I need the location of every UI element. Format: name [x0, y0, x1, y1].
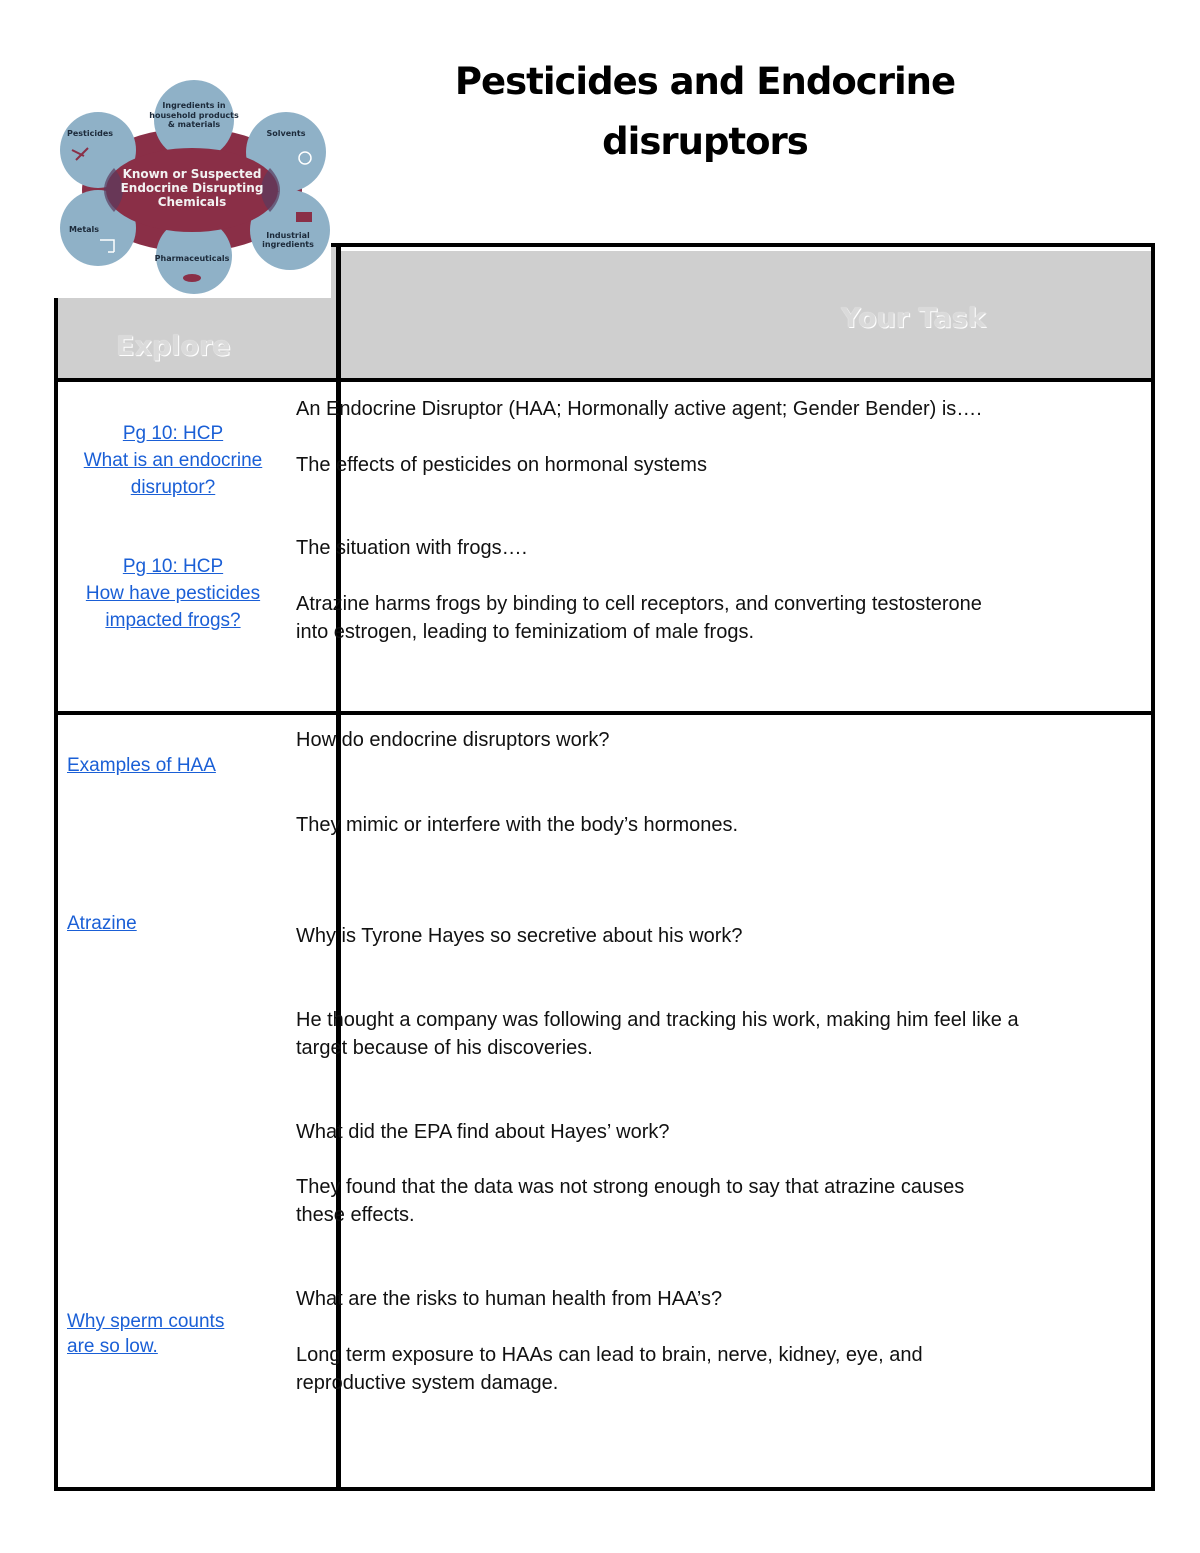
worksheet-table [54, 243, 1155, 1491]
link-frogs-line-1[interactable]: Pg 10: HCP [122, 556, 224, 577]
link-sperm-counts[interactable] [67, 1308, 224, 1360]
petal-top-label-1: Ingredients in [162, 101, 226, 110]
link-endocrine-line-2[interactable]: What is an endocrine [83, 450, 263, 471]
petal-top-label-3: & materials [167, 120, 221, 129]
header-explore: Explore [116, 331, 231, 362]
row1-q1: An Endocrine Disruptor (HAA; Hormonally active agent; Gender Bender) is…. [296, 398, 982, 420]
row1-a3-line-1: Atrazine harms frogs by binding to cell receptors, and converting testosterone [296, 593, 982, 615]
petal-solvents-label: Solvents [266, 129, 306, 138]
factory-icon [296, 212, 312, 222]
row2-a3 [296, 1173, 1156, 1229]
petal-metals-label: Metals [68, 225, 100, 234]
row2-q3: What did the EPA find about Hayes’ work? [296, 1121, 670, 1143]
diagram-svg [54, 78, 331, 298]
row2-a4-line-2: reproductive system damage. [296, 1372, 559, 1394]
link-frogs-line-2[interactable]: How have pesticides [85, 583, 261, 604]
title-line-2: disruptors [602, 120, 808, 163]
row2-q2: Why is Tyrone Hayes so secretive about his work? [296, 925, 743, 947]
petal-industrial-label-2: ingredients [262, 240, 314, 249]
row2-q4: What are the risks to human health from HAA’s? [296, 1288, 723, 1310]
row2-a3-line-1: They found that the data was not strong enough to say that atrazine causes [296, 1176, 965, 1198]
center-label-1: Known or Suspected [122, 167, 262, 181]
petal-pesticides-label: Pesticides [66, 129, 114, 138]
link-frogs-line-3[interactable]: impacted frogs? [105, 610, 241, 631]
link-endocrine-line-1[interactable]: Pg 10: HCP [122, 423, 224, 444]
row2-a2-line-1: He thought a company was following and tracking his work, making him feel like a [296, 1009, 1019, 1031]
row1-q3: The situation with frogs…. [296, 537, 528, 559]
row-divider-1 [58, 378, 1151, 382]
row1-q2: The effects of pesticides on hormonal systems [296, 454, 707, 476]
link-atrazine[interactable]: Atrazine [67, 913, 137, 934]
pill-icon [183, 274, 201, 282]
link-sperm-line-1[interactable]: Why sperm counts [67, 1311, 225, 1332]
endocrine-disruptor-diagram [54, 78, 331, 298]
row-divider-2 [58, 711, 1151, 715]
row2-a2 [296, 1006, 1156, 1062]
center-label-2: Endocrine Disrupting [120, 181, 264, 195]
link-sperm-line-2[interactable]: are so low. [67, 1336, 158, 1357]
link-endocrine-disruptor[interactable] [58, 420, 288, 501]
header-your-task: Your Task [841, 303, 986, 334]
row2-q1: How do endocrine disruptors work? [296, 729, 610, 751]
row2-a4 [296, 1341, 1156, 1397]
link-pesticides-frogs[interactable] [58, 553, 288, 634]
petal-industrial-label-1: Industrial [266, 231, 310, 240]
page-title [420, 52, 990, 172]
row2-a1: They mimic or interfere with the body’s hormones. [296, 814, 739, 836]
header-task-cell [341, 251, 1151, 378]
link-endocrine-line-3[interactable]: disruptor? [130, 477, 216, 498]
row2-a4-line-1: Long term exposure to HAAs can lead to brain, nerve, kidney, eye, and [296, 1344, 923, 1366]
petal-pharma-label: Pharmaceuticals [154, 254, 230, 263]
row1-a3-line-2: into estrogen, leading to feminizatiom of male frogs. [296, 621, 755, 643]
petal-top-label-2: household products [149, 111, 239, 120]
row1-a3 [296, 590, 1156, 646]
row2-a2-line-2: target because of his discoveries. [296, 1037, 593, 1059]
link-examples-of-haa[interactable]: Examples of HAA [67, 755, 216, 776]
row2-a3-line-2: these effects. [296, 1204, 415, 1226]
title-line-1: Pesticides and Endocrine [454, 60, 956, 103]
center-label-3: Chemicals [157, 195, 227, 209]
